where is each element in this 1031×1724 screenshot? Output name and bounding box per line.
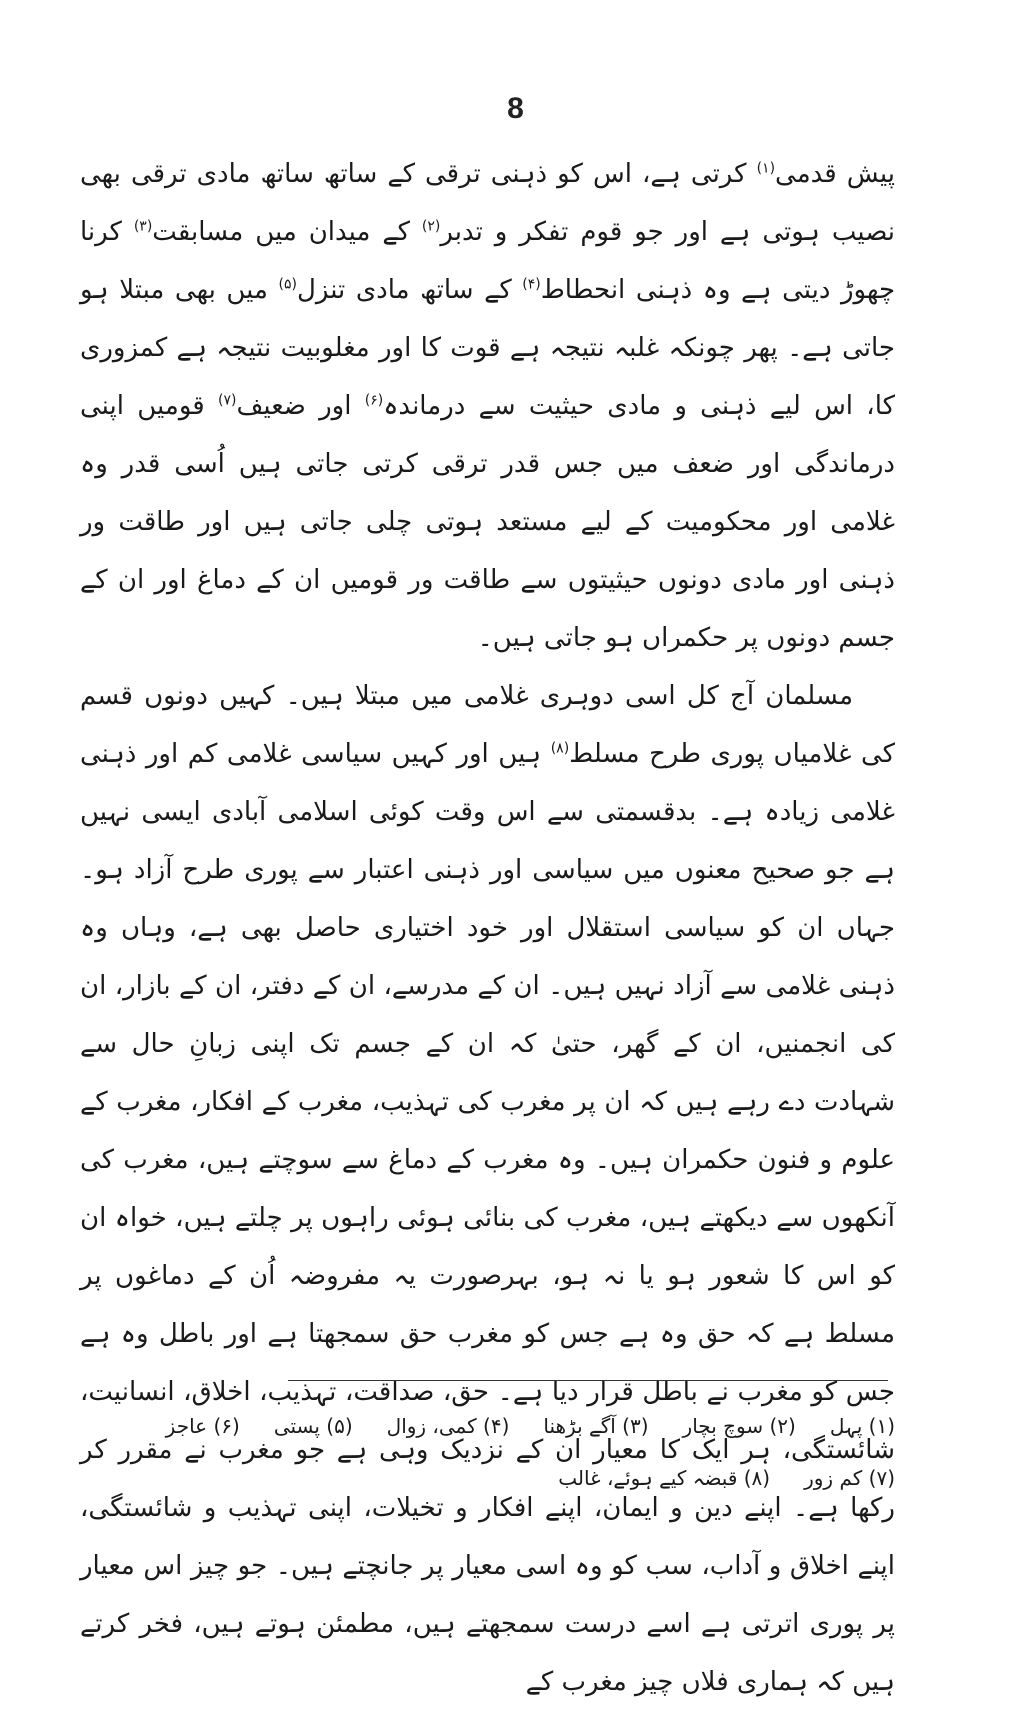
page-number: 8 [507, 92, 524, 125]
footnote-8: (۸) قبضہ کیے ہوئے، غالب [558, 1466, 771, 1490]
text-span: قومیں اپنی درماندگی اور ضعف میں جس قدر ترقی کرتی جاتی ہیں اُسی قدر وہ غلامی اور محکومیت کے لیے مستعد ہوتی چلی جاتی ہیں اور طاقت ور ذہنی اور مادی دونوں حیثیتوں سے طاقت ور قومیں ان کے دماغ اور ان کے جسم دونوں پر حکمراں ہو جاتی ہیں۔ [80, 391, 895, 653]
text-span: میں بھی مبتلا ہو جاتی ہے۔ پھر چونکہ غلبہ نتیجہ ہے قوت کا اور مغلوبیت نتیجہ ہے کمزوری کا، اس لیے ذہنی و مادی حیثیت سے درماندہ [80, 275, 895, 421]
text-span: اور ضعیف [236, 391, 365, 421]
footnote-ref-3: (۳) [133, 218, 153, 235]
footnote-6: (۶) عاجز [165, 1414, 240, 1438]
footnote-3: (۳) آگے بڑھنا [543, 1414, 649, 1438]
text-span: کے میدان میں مسابقت [152, 217, 422, 247]
footnote-divider [288, 1380, 888, 1381]
text-span: کے ساتھ مادی تنزل [296, 275, 523, 305]
footnote-ref-5: (۵) [278, 276, 297, 293]
paragraph-1 [80, 145, 895, 667]
text-span: کرنا چھوڑ دیتی ہے وہ ذہنی انحطاط [80, 217, 896, 305]
footnote-ref-7: (۷) [217, 392, 237, 409]
footnote-2: (۲) سوچ بچار [682, 1414, 796, 1438]
footnote-row-1 [80, 1400, 895, 1452]
text-span: مسلمان آج کل اسی دوہری غلامی میں مبتلا ہیں۔ کہیں دونوں قسم کی غلامیاں پوری طرح مسلط [80, 681, 896, 769]
text-span: کرتی ہے، اس کو ذہنی ترقی کے ساتھ ساتھ مادی ترقی بھی نصیب ہوتی ہے اور جو قوم تفکر و تدبر [80, 159, 895, 247]
footnote-5: (۵) پستی [273, 1414, 353, 1438]
footnote-ref-8: (۸) [550, 740, 570, 757]
text-span: پیش قدمی [775, 159, 895, 189]
footnotes [80, 1400, 895, 1504]
text-span: ہیں اور کہیں سیاسی غلامی کم اور ذہنی غلامی زیادہ ہے۔ بدقسمتی سے اس وقت کوئی اسلامی آبادی ایسی نہیں ہے جو صحیح معنوں میں سیاسی اور ذہنی اعتبار سے پوری طرح آزاد ہو۔ جہاں ان کو سیاسی استقلال اور خود اختیاری حاصل بھی ہے، وہاں وہ ذہنی غلامی سے آزاد نہیں ہیں۔ ان کے مدرسے، ان کے دفتر، ان کے بازار، ان کی انجمنیں، ان کے گھر، حتیٰ کہ ان کے جسم تک اپنی زبانِ حال سے شہادت دے رہے ہیں کہ ان پر مغرب کی تہذیب، مغرب کے افکار، مغرب کے علوم و فنون حکمران ہیں۔ وہ مغرب کے دماغ سے سوچتے ہیں، مغرب کی آنکھوں سے دیکھتے ہیں، مغرب کی بنائی ہوئی راہوں پر چلتے ہیں، خواہ ان کو اس کا شعور ہو یا نہ ہو، بہرصورت یہ مفروضہ اُن کے دماغوں پر مسلط ہے کہ حق وہ ہے جس کو مغرب حق سمجھتا ہے اور باطل وہ ہے جس کو مغرب نے باطل قرار دیا ہے۔ حق، صداقت، تہذیب، اخلاق، انسانیت، شائستگی، ہر ایک کا معیار ان کے نزدیک وہی ہے جو مغرب نے مقرر کر رکھا ہے۔ اپنے دین و ایمان، اپنے افکار و تخیلات، اپنی تہذیب و شائستگی، اپنے اخلاق و آداب، سب کو وہ اسی معیار پر جانچتے ہیں۔ جو چیز اس معیار پر پوری اترتی ہے اسے درست سمجھتے ہیں، مطمئن ہوتے ہیں، فخر کرتے ہیں کہ ہماری فلاں چیز مغرب کے [80, 739, 895, 1697]
footnote-row-2 [80, 1452, 895, 1504]
footnote-ref-2: (۲) [421, 218, 441, 235]
paragraph-2 [80, 667, 895, 1711]
footnote-4: (۴) کمی، زوال [386, 1414, 510, 1438]
footnote-ref-1: (۱) [756, 160, 776, 177]
footnote-7: (۷) کم زور [804, 1466, 895, 1490]
footnote-ref-6: (۶) [364, 392, 384, 409]
footnote-ref-4: (۴) [522, 276, 541, 293]
footnote-1: (۱) پہل [829, 1414, 895, 1438]
